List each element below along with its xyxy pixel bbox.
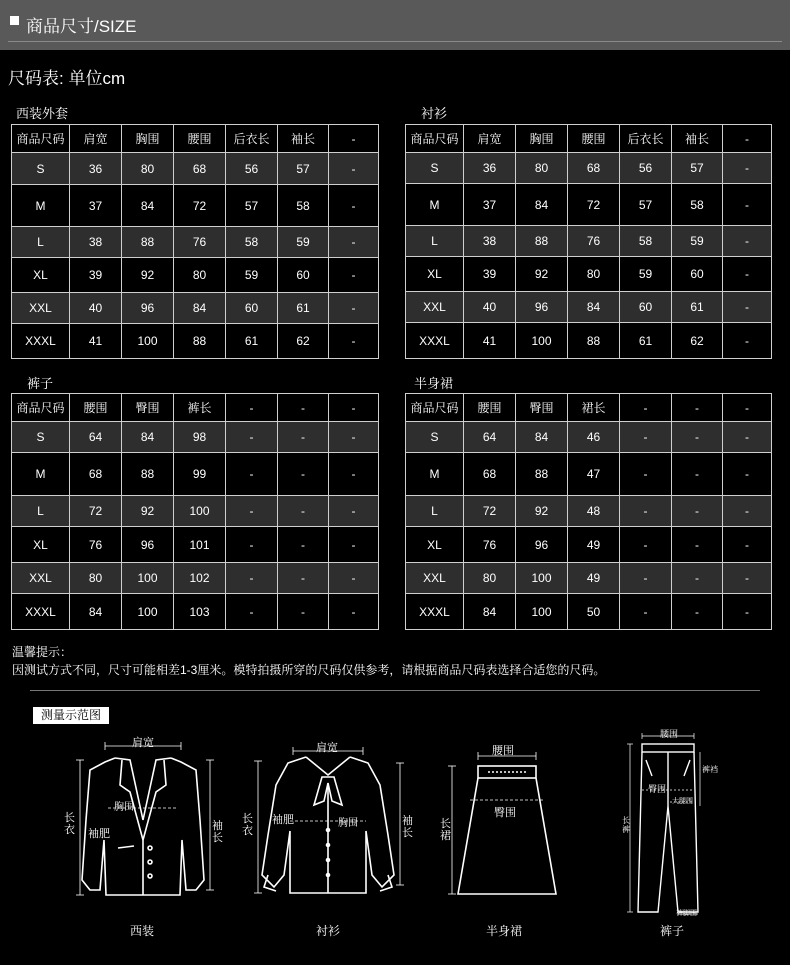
value-cell: - <box>278 453 329 496</box>
table-header-cell: 胸围 <box>516 125 568 153</box>
table-header-cell: - <box>278 394 329 422</box>
shirt-measure-figure <box>238 735 418 907</box>
size-cell: M <box>406 453 464 496</box>
size-cell: XXXL <box>12 594 70 630</box>
table-row <box>406 594 772 630</box>
value-cell: 88 <box>516 226 568 257</box>
header-divider <box>8 41 782 42</box>
value-cell: 88 <box>122 453 174 496</box>
value-cell: 100 <box>122 563 174 594</box>
size-cell: XXXL <box>406 594 464 630</box>
pants-hip-label: 臀围 <box>648 784 667 794</box>
size-cell: S <box>406 422 464 453</box>
value-cell: 60 <box>620 292 672 323</box>
value-cell: 100 <box>516 323 568 359</box>
table-title-skirt: 半身裙 <box>414 376 454 391</box>
value-cell: 60 <box>226 293 278 324</box>
table-header-cell: 肩宽 <box>464 125 516 153</box>
table-header-cell: - <box>672 394 723 422</box>
value-cell: - <box>620 453 672 496</box>
page-title: 商品尺寸/SIZE <box>26 17 137 36</box>
table-row <box>406 184 772 226</box>
value-cell: 92 <box>516 257 568 292</box>
value-cell: 48 <box>568 496 620 527</box>
value-cell: 68 <box>568 153 620 184</box>
suit-chest-label: 胸围 <box>114 802 134 813</box>
value-cell: 96 <box>516 292 568 323</box>
value-cell: 72 <box>568 184 620 226</box>
value-cell: 57 <box>278 153 329 185</box>
value-cell: 80 <box>122 153 174 185</box>
size-cell: XL <box>406 257 464 292</box>
table-header-cell: - <box>620 394 672 422</box>
value-cell: 37 <box>70 185 122 227</box>
table-header-cell: 臀围 <box>516 394 568 422</box>
size-cell: M <box>406 184 464 226</box>
size-cell: S <box>406 153 464 184</box>
table-header-cell: 后衣长 <box>620 125 672 153</box>
value-cell: 38 <box>70 227 122 258</box>
table-header-cell: - <box>329 125 379 153</box>
size-cell: M <box>12 185 70 227</box>
table-header-cell: - <box>723 394 772 422</box>
value-cell: 103 <box>174 594 226 630</box>
table-row <box>406 527 772 563</box>
value-cell: 61 <box>672 292 723 323</box>
pants-measure-figure <box>620 726 730 918</box>
suit-measure-figure <box>60 730 230 908</box>
pants-caption: 裤子 <box>659 924 684 938</box>
table-row <box>406 153 772 184</box>
value-cell: 61 <box>620 323 672 359</box>
value-cell: 68 <box>70 453 122 496</box>
value-cell: 57 <box>620 184 672 226</box>
value-cell: 62 <box>278 324 329 359</box>
value-cell: 84 <box>568 292 620 323</box>
skirt-caption: 半身裙 <box>485 924 522 938</box>
table-header-cell: 袖长 <box>672 125 723 153</box>
value-cell: - <box>620 563 672 594</box>
value-cell: 92 <box>122 258 174 293</box>
table-header-cell: 裤长 <box>174 394 226 422</box>
value-cell: - <box>329 153 379 185</box>
value-cell: 96 <box>122 293 174 324</box>
value-cell: 49 <box>568 563 620 594</box>
table-title-shirt: 衬衫 <box>421 106 448 121</box>
value-cell: - <box>672 422 723 453</box>
value-cell: - <box>723 422 772 453</box>
value-cell: 49 <box>568 527 620 563</box>
value-cell: 64 <box>70 422 122 453</box>
value-cell: - <box>329 324 379 359</box>
value-cell: 36 <box>70 153 122 185</box>
table-row <box>406 422 772 453</box>
value-cell: 99 <box>174 453 226 496</box>
table-title-suit: 西装外套 <box>16 106 69 121</box>
suit-length-label: 长衣 <box>64 812 75 836</box>
value-cell: - <box>723 323 772 359</box>
pants-rise-label: 裤裆 <box>702 765 718 774</box>
section-divider <box>30 690 760 691</box>
table-row <box>12 258 379 293</box>
size-table-shirt <box>405 124 772 359</box>
value-cell: 84 <box>464 594 516 630</box>
table-row <box>12 227 379 258</box>
size-cell: L <box>12 227 70 258</box>
skirt-measure-figure <box>440 738 560 904</box>
table-header-cell: - <box>723 125 772 153</box>
value-cell: 76 <box>568 226 620 257</box>
value-cell: 72 <box>70 496 122 527</box>
shirt-chest-label: 胸围 <box>338 818 358 829</box>
pants-illustration <box>620 726 730 918</box>
tips-heading: 温馨提示： <box>12 645 73 659</box>
value-cell: 58 <box>226 227 278 258</box>
value-cell: 80 <box>464 563 516 594</box>
skirt-hip-label: 臀围 <box>494 807 516 819</box>
value-cell: - <box>226 496 278 527</box>
value-cell: 59 <box>620 257 672 292</box>
value-cell: - <box>723 226 772 257</box>
value-cell: - <box>329 594 379 630</box>
value-cell: - <box>672 496 723 527</box>
value-cell: 80 <box>174 258 226 293</box>
value-cell: 38 <box>464 226 516 257</box>
table-header-cell: 腰围 <box>568 125 620 153</box>
table-header-cell: - <box>329 394 379 422</box>
value-cell: - <box>672 594 723 630</box>
value-cell: - <box>620 496 672 527</box>
value-cell: - <box>620 594 672 630</box>
value-cell: 57 <box>672 153 723 184</box>
value-cell: 72 <box>174 185 226 227</box>
value-cell: - <box>723 563 772 594</box>
shirt-caption: 衬衫 <box>315 924 340 938</box>
size-cell: XXL <box>406 563 464 594</box>
value-cell: - <box>329 227 379 258</box>
size-cell: XXXL <box>12 324 70 359</box>
value-cell: 76 <box>70 527 122 563</box>
size-cell: S <box>12 422 70 453</box>
table-header-cell: 肩宽 <box>70 125 122 153</box>
value-cell: 39 <box>70 258 122 293</box>
value-cell: 88 <box>516 453 568 496</box>
value-cell: 92 <box>122 496 174 527</box>
value-cell: 60 <box>278 258 329 293</box>
table-header-cell: 袖长 <box>278 125 329 153</box>
size-cell: XL <box>12 527 70 563</box>
table-row <box>406 292 772 323</box>
value-cell: - <box>226 453 278 496</box>
value-cell: 84 <box>516 422 568 453</box>
value-cell: - <box>723 292 772 323</box>
table-header-row <box>12 125 379 153</box>
skirt-length-label: 长裙 <box>440 818 451 842</box>
shirt-shoulder-label: 肩宽 <box>316 742 338 754</box>
value-cell: 80 <box>568 257 620 292</box>
table-header-cell: 商品尺码 <box>12 394 70 422</box>
suit-illustration <box>60 730 230 908</box>
suit-caption: 西装 <box>129 924 154 938</box>
table-header-row <box>406 394 772 422</box>
value-cell: 100 <box>516 594 568 630</box>
value-cell: - <box>723 257 772 292</box>
value-cell: - <box>226 563 278 594</box>
size-cell: XL <box>12 258 70 293</box>
value-cell: 64 <box>464 422 516 453</box>
value-cell: 57 <box>226 185 278 227</box>
suit-shoulder-label: 肩宽 <box>132 737 154 749</box>
skirt-waist-label: 腰围 <box>492 745 514 757</box>
value-cell: 58 <box>620 226 672 257</box>
value-cell: 98 <box>174 422 226 453</box>
table-row <box>12 324 379 359</box>
value-cell: 88 <box>174 324 226 359</box>
size-cell: L <box>12 496 70 527</box>
value-cell: 100 <box>122 324 174 359</box>
pants-thigh-label: 大腿围 <box>672 798 693 805</box>
table-header-cell: 后衣长 <box>226 125 278 153</box>
table-row <box>406 257 772 292</box>
value-cell: 61 <box>278 293 329 324</box>
value-cell: - <box>723 184 772 226</box>
value-cell: - <box>620 422 672 453</box>
value-cell: 100 <box>174 496 226 527</box>
value-cell: 58 <box>278 185 329 227</box>
value-cell: 68 <box>464 453 516 496</box>
value-cell: 60 <box>672 257 723 292</box>
shirt-length-label: 长衣 <box>242 813 253 837</box>
table-row <box>406 453 772 496</box>
value-cell: - <box>672 453 723 496</box>
value-cell: 84 <box>70 594 122 630</box>
table-header-cell: 裙长 <box>568 394 620 422</box>
value-cell: 76 <box>174 227 226 258</box>
table-title-pants: 裤子 <box>27 376 54 391</box>
value-cell: 50 <box>568 594 620 630</box>
value-cell: 84 <box>122 185 174 227</box>
value-cell: - <box>278 496 329 527</box>
size-cell: XXXL <box>406 323 464 359</box>
table-row <box>12 422 379 453</box>
table-header-cell: 腰围 <box>464 394 516 422</box>
table-header-cell: 腰围 <box>70 394 122 422</box>
value-cell: - <box>723 594 772 630</box>
value-cell: 56 <box>226 153 278 185</box>
unit-label: 尺码表: 单位cm <box>8 69 126 88</box>
value-cell: - <box>723 496 772 527</box>
size-cell: L <box>406 226 464 257</box>
value-cell: - <box>329 453 379 496</box>
table-header-cell: 臀围 <box>122 394 174 422</box>
value-cell: 59 <box>672 226 723 257</box>
value-cell: - <box>226 594 278 630</box>
table-header-cell: - <box>226 394 278 422</box>
value-cell: 84 <box>122 422 174 453</box>
value-cell: - <box>723 153 772 184</box>
value-cell: - <box>278 422 329 453</box>
tips-text: 因测试方式不同，尺寸可能相差1-3厘米。模特拍摄所穿的尺码仅供参考，请根据商品尺码表选择合适您的尺码。 <box>12 663 606 677</box>
table-row <box>406 226 772 257</box>
value-cell: - <box>329 496 379 527</box>
size-cell: XXL <box>12 293 70 324</box>
table-row <box>12 594 379 630</box>
table-row <box>12 563 379 594</box>
value-cell: - <box>329 422 379 453</box>
value-cell: 39 <box>464 257 516 292</box>
suit-arm-label: 袖肥 <box>88 828 110 840</box>
value-cell: 59 <box>278 227 329 258</box>
pants-waist-label: 腰围 <box>660 729 679 739</box>
table-row <box>12 527 379 563</box>
table-header-cell: 商品尺码 <box>406 394 464 422</box>
table-header-cell: 胸围 <box>122 125 174 153</box>
value-cell: - <box>278 563 329 594</box>
value-cell: 36 <box>464 153 516 184</box>
size-cell: XXL <box>406 292 464 323</box>
size-cell: M <box>12 453 70 496</box>
skirt-illustration <box>440 738 560 904</box>
value-cell: - <box>723 453 772 496</box>
size-cell: L <box>406 496 464 527</box>
value-cell: 62 <box>672 323 723 359</box>
value-cell: 80 <box>70 563 122 594</box>
value-cell: 40 <box>464 292 516 323</box>
value-cell: - <box>329 258 379 293</box>
table-row <box>12 153 379 185</box>
value-cell: - <box>672 527 723 563</box>
table-header-cell: 商品尺码 <box>406 125 464 153</box>
value-cell: 37 <box>464 184 516 226</box>
pants-length-label: 长裤 <box>622 816 630 834</box>
measure-section-label: 测量示范图 <box>33 707 109 724</box>
value-cell: - <box>672 563 723 594</box>
suit-sleeve-label: 袖长 <box>212 820 223 844</box>
value-cell: 92 <box>516 496 568 527</box>
value-cell: 88 <box>122 227 174 258</box>
value-cell: 56 <box>620 153 672 184</box>
value-cell: 68 <box>174 153 226 185</box>
value-cell: - <box>723 527 772 563</box>
table-row <box>12 293 379 324</box>
value-cell: 102 <box>174 563 226 594</box>
table-row <box>12 496 379 527</box>
value-cell: 101 <box>174 527 226 563</box>
shirt-sleeve-label: 袖长 <box>402 815 413 839</box>
tips-block <box>12 643 605 679</box>
size-cell: XXL <box>12 563 70 594</box>
table-row <box>406 323 772 359</box>
value-cell: - <box>278 594 329 630</box>
table-row <box>406 563 772 594</box>
value-cell: 61 <box>226 324 278 359</box>
size-cell: XL <box>406 527 464 563</box>
value-cell: 47 <box>568 453 620 496</box>
size-table-skirt <box>405 393 772 630</box>
value-cell: 41 <box>464 323 516 359</box>
table-row <box>406 496 772 527</box>
square-bullet-icon <box>10 16 19 25</box>
value-cell: - <box>620 527 672 563</box>
value-cell: - <box>329 563 379 594</box>
value-cell: 84 <box>174 293 226 324</box>
value-cell: - <box>329 527 379 563</box>
value-cell: - <box>226 422 278 453</box>
value-cell: 88 <box>568 323 620 359</box>
value-cell: 84 <box>516 184 568 226</box>
table-header-cell: 腰围 <box>174 125 226 153</box>
table-row <box>12 453 379 496</box>
pants-hem-label: 裤脚围 <box>676 910 697 917</box>
value-cell: 100 <box>122 594 174 630</box>
value-cell: 96 <box>516 527 568 563</box>
value-cell: 46 <box>568 422 620 453</box>
table-header-cell: 商品尺码 <box>12 125 70 153</box>
shirt-arm-label: 袖肥 <box>272 814 294 826</box>
table-header-row <box>406 125 772 153</box>
size-table-pants <box>11 393 379 630</box>
value-cell: 76 <box>464 527 516 563</box>
table-header-row <box>12 394 379 422</box>
value-cell: 100 <box>516 563 568 594</box>
header-bar <box>0 0 790 50</box>
size-cell: S <box>12 153 70 185</box>
size-table-suit <box>11 124 379 359</box>
value-cell: 96 <box>122 527 174 563</box>
value-cell: - <box>329 185 379 227</box>
table-row <box>12 185 379 227</box>
value-cell: 72 <box>464 496 516 527</box>
value-cell: 80 <box>516 153 568 184</box>
value-cell: 41 <box>70 324 122 359</box>
value-cell: 59 <box>226 258 278 293</box>
value-cell: - <box>226 527 278 563</box>
value-cell: - <box>278 527 329 563</box>
value-cell: 58 <box>672 184 723 226</box>
shirt-illustration <box>238 735 418 907</box>
value-cell: - <box>329 293 379 324</box>
value-cell: 40 <box>70 293 122 324</box>
